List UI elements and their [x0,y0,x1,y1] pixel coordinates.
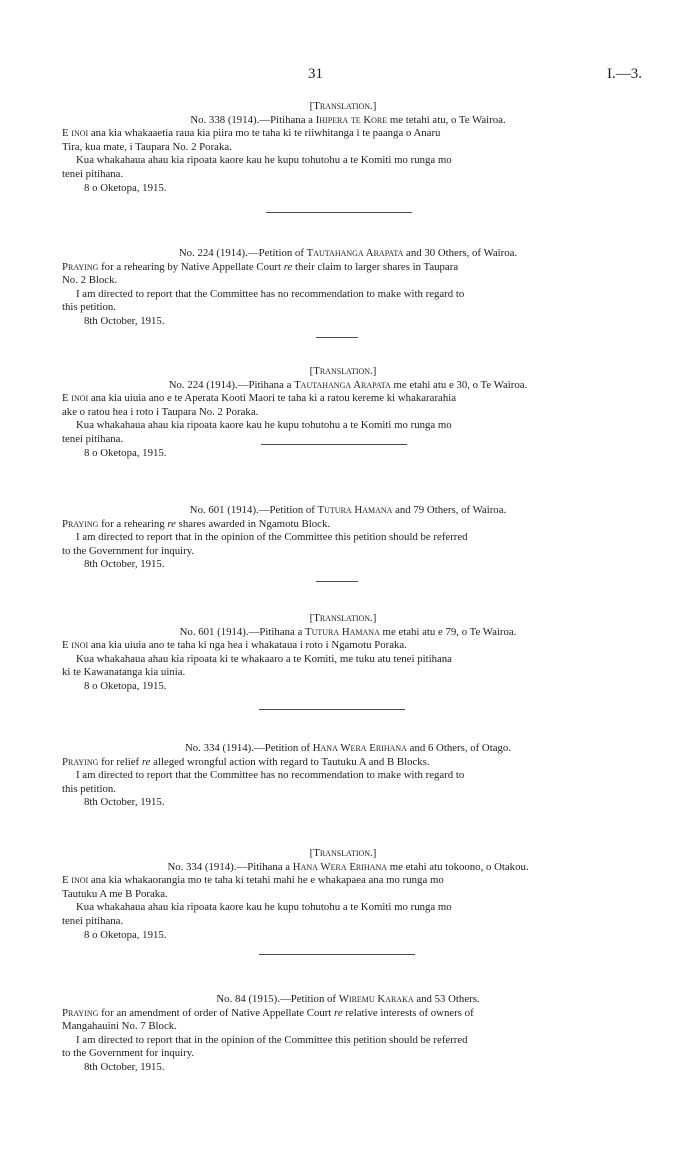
entry-date: 8th October, 1915. [84,1060,165,1073]
petition-entry [62,993,624,1075]
entry-date: 8 o Oketopa, 1915. [84,679,167,692]
report-text-cont: tenei pitihana. [62,914,124,927]
petition-title: No. 338 (1914).—Pitihana a Ihipera te Kore me tetahi atu, o Te Wairoa. [190,113,506,126]
separator-rule [316,337,358,338]
petition-title: No. 224 (1914).—Pitihana a Tautahanga Arapata me etahi atu e 30, o Te Wairoa. [168,378,528,391]
petition-entry [62,847,624,942]
report-text-cont: tenei pitihana. [62,167,124,180]
petitioner-name: Tutura Hamana [317,504,393,516]
report-text: Kua whakahaua ahau kia ripoata kaore kau he kupu tohutohu a te Komiti mo runga mo [76,419,452,432]
separator-rule [316,581,358,582]
separator-rule [259,709,405,710]
report-text-cont: tenei pitihana. [62,432,124,445]
page-number: 31 [308,66,323,82]
prayer-text-cont: No. 2 Block. [62,274,118,287]
separator-rule [261,444,407,445]
petitioner-name: Ihipera te Kore [315,113,388,126]
petition-title: No. 84 (1915).—Petition of Wiremu Karaka and 53 Others. [216,993,480,1005]
petitioner-name: Tutura Hamana [304,625,380,638]
translation-heading: [Translation.] [309,100,377,112]
prayer-text: Praying for a rehearing re shares awarded in Ngamotu Block. [62,517,331,530]
petition-entry [62,504,624,572]
prayer-text: Praying for relief re alleged wrongful action with regard to Tautuku A and B Blocks. [62,755,430,768]
report-text: Kua whakahaua ahau kia ripoata kaore kau he kupu tohutohu a te Komiti mo runga mo [76,154,452,167]
petition-entry [62,612,624,694]
entry-date: 8th October, 1915. [84,558,165,571]
report-text: Kua whakahaua ahau kia ripoata ki te whakaaro a te Komiti, me tuku atu tenei pitihana [76,652,452,665]
separator-rule [266,212,412,213]
page-header [0,66,700,86]
translation-heading: [Translation.] [309,365,377,377]
prayer-text-cont: Tira, kua mate, i Taupara No. 2 Poraka. [62,140,232,153]
translation-heading: [Translation.] [309,612,377,624]
report-text-cont: to the Government for inquiry. [62,1047,195,1060]
petition-entry [62,742,624,810]
page-reference: I.—3. [607,66,642,82]
prayer-text: Praying for a rehearing by Native Appellate Court re their claim to larger shares in Taupara [62,260,459,273]
entry-date: 8 o Oketopa, 1915. [84,446,167,459]
report-text: Kua whakahaua ahau kia ripoata kaore kau he kupu tohutohu a te Komiti mo runga mo [76,901,452,914]
petition-title: No. 601 (1914).—Petition of Tutura Hamana and 79 Others, of Wairoa. [189,504,507,516]
petitioner-name: Wiremu Karaka [338,993,414,1005]
prayer-text: Praying for an amendment of order of Native Appellate Court re relative interests of owners of [62,1006,474,1019]
prayer-text: E inoi ana kia whakaorangia mo te taha ki tetahi mahi he e whakapaea ana mo runga mo [62,874,444,887]
petitioner-name: Hana Wera Erihana [292,860,388,873]
petition-entry [62,365,624,460]
petitioner-name: Hana Wera Erihana [312,742,407,754]
report-text: I am directed to report that the Committee has no recommendation to make with regard to [76,287,465,300]
report-text: I am directed to report that the Committee has no recommendation to make with regard to [76,769,465,782]
petition-entry [62,247,624,329]
report-text-cont: this petition. [62,301,116,314]
entry-date: 8th October, 1915. [84,314,165,327]
report-text-cont: ki te Kawanatanga kia uinia. [62,666,186,679]
entry-date: 8 o Oketopa, 1915. [84,181,167,194]
separator-rule [259,954,415,955]
translation-heading: [Translation.] [309,847,377,859]
petitioner-name: Tautahanga Arapata [294,378,391,391]
prayer-text: E inoi ana kia uiuia ano e te Aperata Kooti Maori te taha ki a ratou kereme ki whakararahia [62,392,457,405]
prayer-text: E inoi ana kia whakaaetia raua kia piira mo te taha ki te riiwhitanga i te paanga o Anaru [62,127,441,140]
petition-title: No. 601 (1914).—Pitihana a Tutura Hamana me etahi atu e 79, o Te Wairoa. [179,625,517,638]
prayer-text-cont: Tautuku A me B Poraka. [62,887,168,900]
petitioner-name: Tautahanga Arapata [306,247,404,259]
report-text-cont: this petition. [62,782,116,795]
report-text-cont: to the Government for inquiry. [62,544,195,557]
petition-title: No. 334 (1914).—Pitihana a Hana Wera Erihana me etahi atu tokoono, o Otakou. [167,860,529,873]
prayer-text-cont: Mangahauini No. 7 Block. [62,1020,177,1033]
petition-title: No. 334 (1914).—Petition of Hana Wera Erihana and 6 Others, of Otago. [184,742,512,754]
report-text: I am directed to report that in the opinion of the Committee this petition should be referred [76,531,468,544]
prayer-text-cont: ake o ratou hea i roto i Taupara No. 2 Poraka. [62,405,259,418]
report-text: I am directed to report that in the opinion of the Committee this petition should be referred [76,1033,468,1046]
entry-date: 8th October, 1915. [84,796,165,809]
petition-title: No. 224 (1914).—Petition of Tautahanga Arapata and 30 Others, of Wairoa. [178,247,518,259]
entry-date: 8 o Oketopa, 1915. [84,928,167,941]
prayer-text: E inoi ana kia uiuia ano te taha ki nga hea i whakataua i roto i Ngamotu Poraka. [62,639,407,652]
petition-entry [62,100,624,195]
